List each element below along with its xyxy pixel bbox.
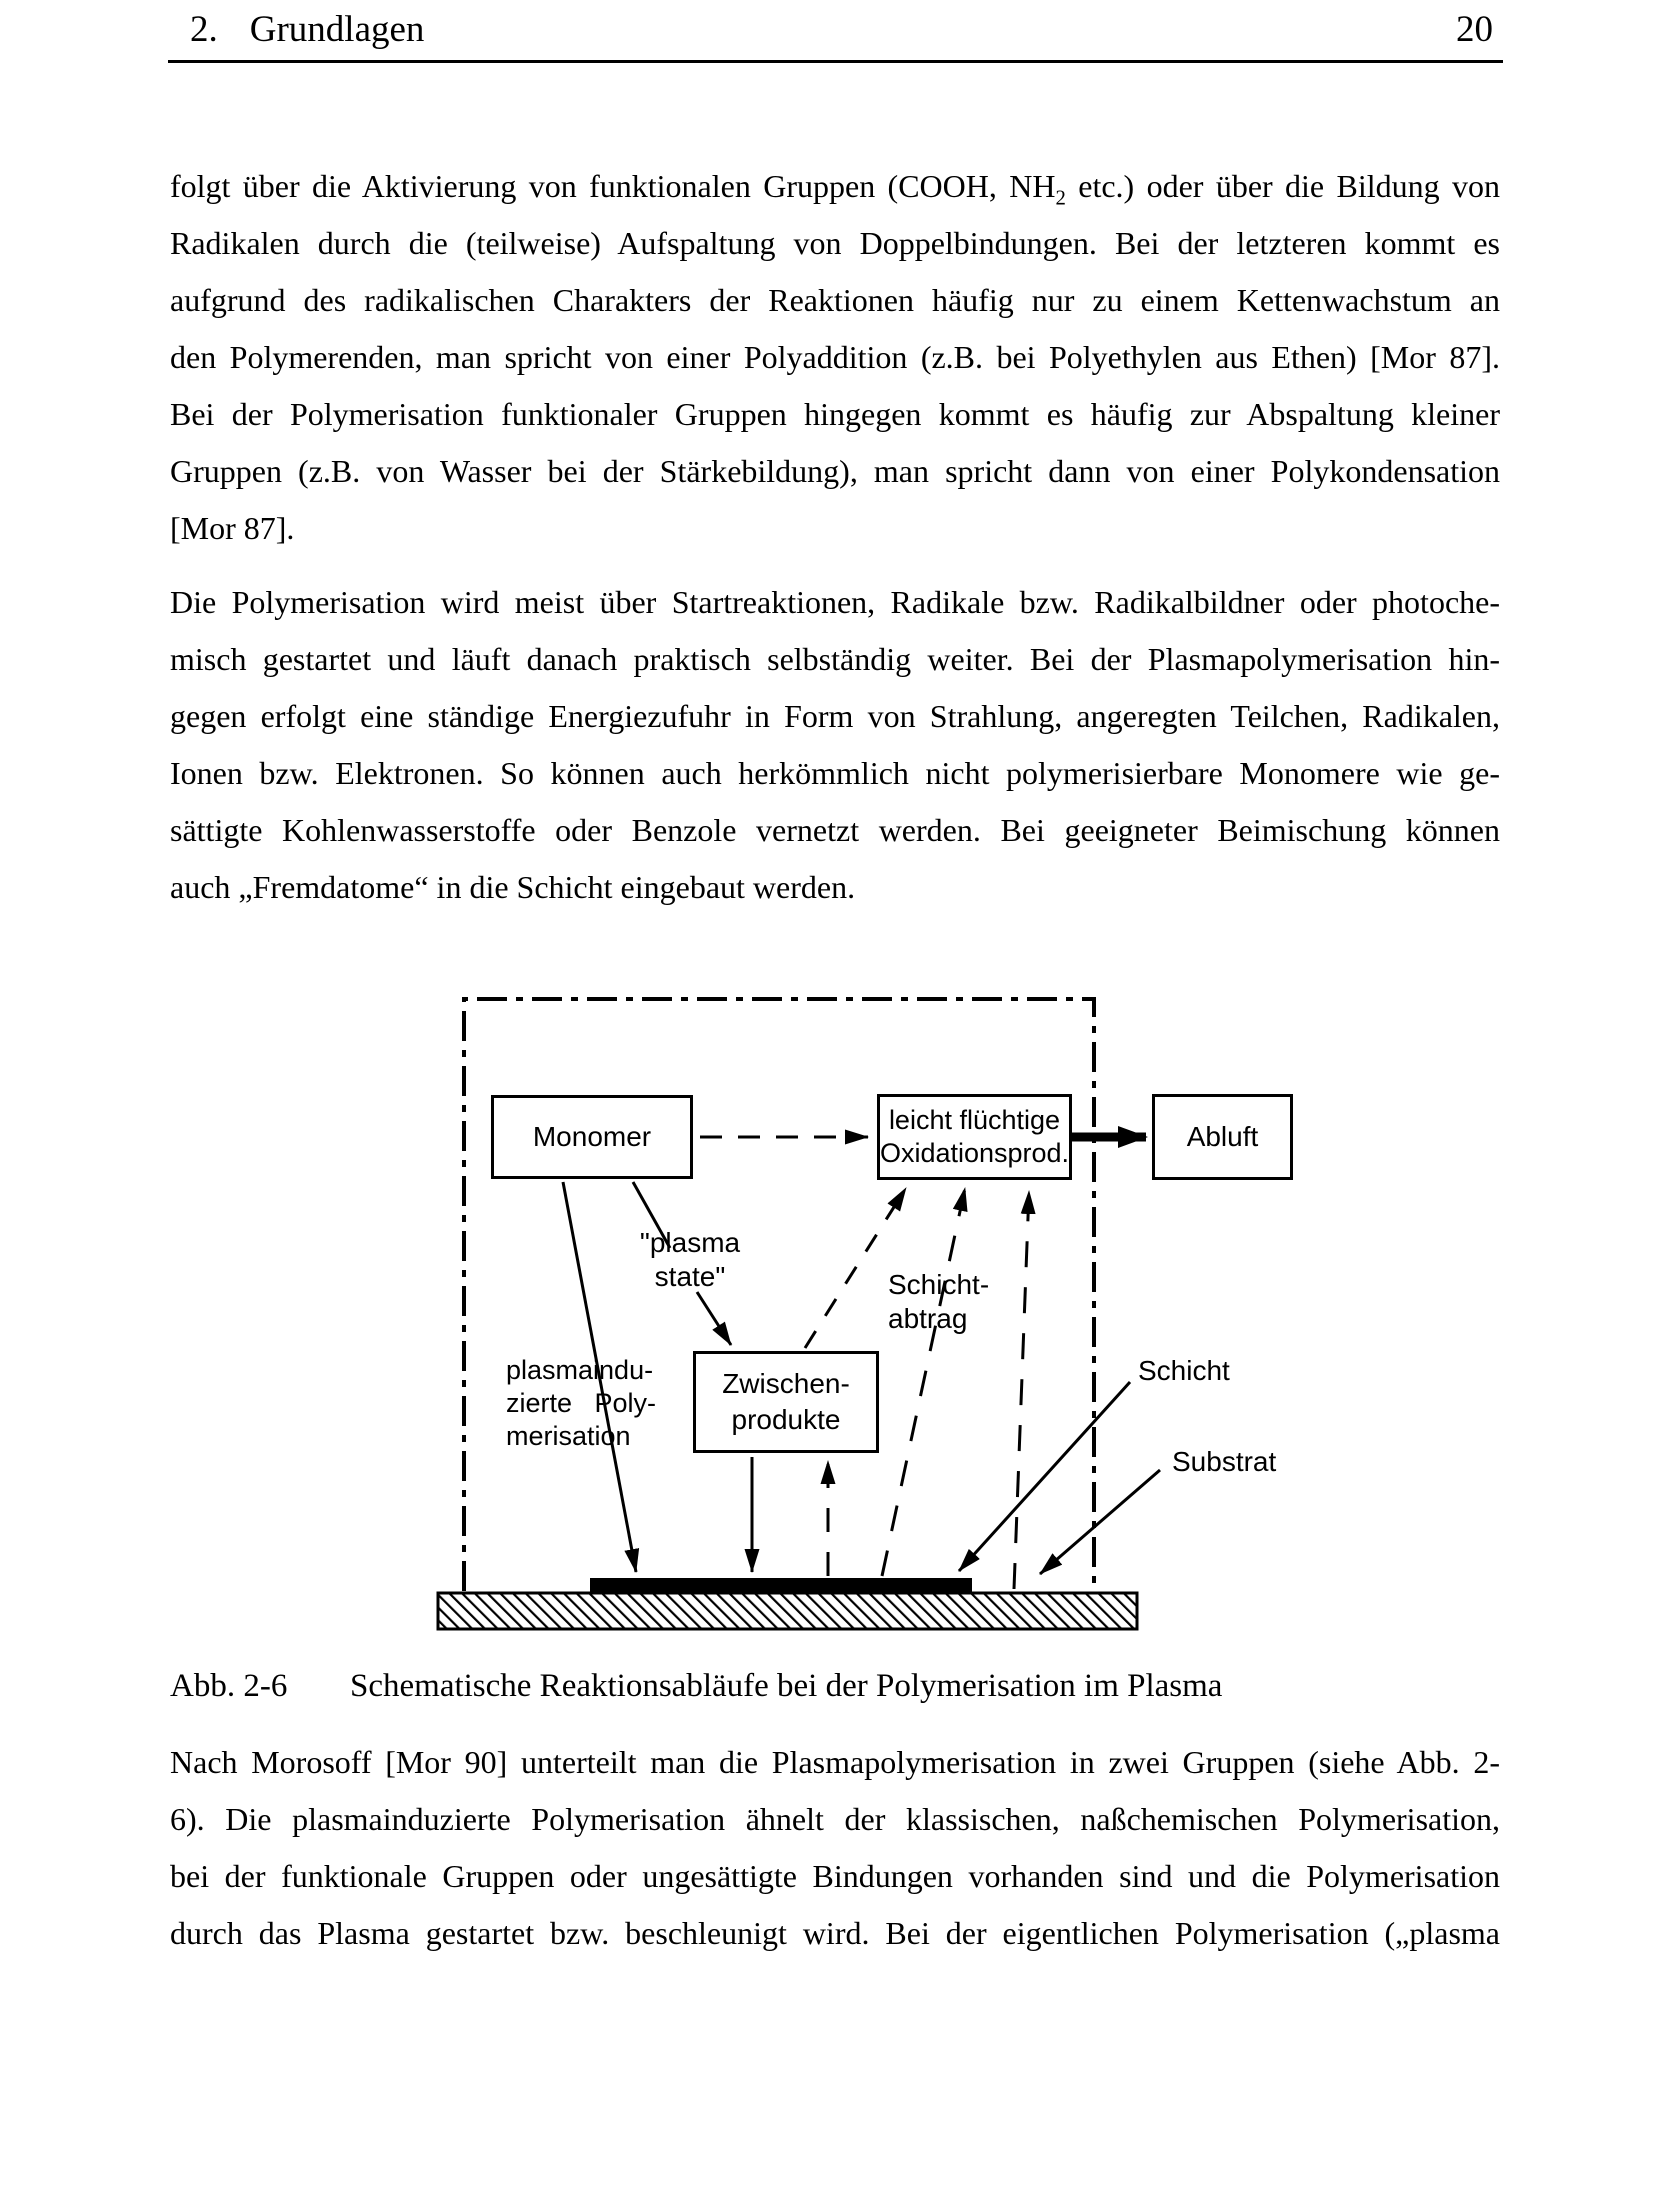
plasma-induced-line1: plasmaindu-	[506, 1355, 654, 1385]
arrow-layer-ablation	[882, 1188, 965, 1576]
text-line: gegen erfolgt eine ständige Energiezufuhr in Form von Strahlung, angeregten Teilchen, Radikalen,	[170, 698, 1500, 734]
text-line: Ionen bzw. Elektronen. So können auch herkömmlich nicht polymerisierbare Monomere wie ge-	[170, 755, 1500, 791]
volatile-box-line1: leicht flüchtige	[888, 1105, 1061, 1135]
text-line: auch „Fremdatome“ in die Schicht eingebaut werden.	[170, 869, 856, 905]
text-line: Radikalen durch die (teilweise) Aufspaltung von Doppelbindungen. Bei der letzteren kommt es	[170, 225, 1500, 261]
monomer-box-label: Monomer	[532, 1121, 652, 1152]
pointer-substrat	[1040, 1470, 1160, 1574]
intermediates-box-line1: Zwischen-	[722, 1368, 850, 1399]
pointer-schicht	[959, 1382, 1130, 1571]
text-line: den Polymerenden, man spricht von einer Polyaddition (z.B. bei Polyethylen aus Ethen) [Mor 87].	[170, 339, 1500, 375]
arrow-substrate-ablation	[1014, 1191, 1029, 1589]
text-line: sättigte Kohlenwasserstoffe oder Benzole vernetzt werden. Bei geeigneter Beimischung können	[170, 812, 1500, 848]
caption-text: Schematische Reaktionsabläufe bei der Polymerisation im Plasma	[350, 1668, 1223, 1704]
substrate-label: Substrat	[1172, 1446, 1277, 1477]
chapter-title: Grundlagen	[249, 9, 425, 50]
chapter-number: 2.	[190, 9, 218, 50]
plasma-induced-line2: zierte Poly-	[506, 1388, 656, 1418]
arrow-plasma-state-to-intermediates	[697, 1292, 731, 1345]
figure-caption	[170, 1658, 1510, 1715]
layer-bar	[590, 1578, 972, 1593]
exhaust-box	[1152, 1094, 1293, 1180]
layer-ablation-line1: Schicht-	[888, 1269, 990, 1300]
text-line: Die Polymerisation wird meist über Startreaktionen, Radikale bzw. Radikalbildner oder photoche-	[170, 584, 1500, 620]
plasma-induced-line3: merisation	[506, 1421, 631, 1451]
page-header	[0, 8, 1653, 58]
layer-ablation-label	[888, 1268, 1028, 1336]
exhaust-box-label: Abluft	[1186, 1121, 1259, 1152]
layer-label: Schicht	[1138, 1355, 1230, 1386]
text-line: Nach Morosoff [Mor 90] unterteilt man die Plasmapolymerisation in zwei Gruppen (siehe Abb. 2-	[170, 1744, 1500, 1780]
paragraph-1	[170, 158, 1500, 557]
substrate-bar	[438, 1593, 1137, 1629]
text-line: Gruppen (z.B. von Wasser bei der Stärkebildung), man spricht dann von einer Polykondensation	[170, 453, 1500, 489]
diagram-canvas	[420, 980, 1340, 1660]
plasma-state-line1: "plasma	[639, 1227, 741, 1258]
intermediates-box-line2: produkte	[731, 1404, 841, 1435]
text-line: bei der funktionale Gruppen oder ungesättigte Bindungen vorhanden sind und die Polymerisation	[170, 1858, 1500, 1894]
plasma-state-label	[638, 1226, 742, 1294]
chapter-heading	[190, 8, 424, 51]
text-line: folgt über die Aktivierung von funktionalen Gruppen (COOH, $NH_2$ etc.) oder über die Bildung von	[170, 168, 1500, 210]
text-line: misch gestartet und läuft danach praktisch selbständig weiter. Bei der Plasmapolymerisation hin-	[170, 641, 1500, 677]
text-line: [Mor 87].	[170, 510, 295, 546]
text-line: aufgrund des radikalischen Charakters der Reaktionen häufig nur zu einem Kettenwachstum an	[170, 282, 1500, 318]
figure-diagram	[420, 980, 1340, 1660]
intermediates-box	[693, 1351, 879, 1453]
plasma-state-line2: state"	[654, 1261, 726, 1292]
text-line: durch das Plasma gestartet bzw. beschleunigt wird. Bei der eigentlichen Polymerisation („plasma	[170, 1915, 1500, 1951]
text-line: Bei der Polymerisation funktionaler Gruppen hingegen kommt es häufig zur Abspaltung kleiner	[170, 396, 1500, 432]
layer-ablation-line2: abtrag	[888, 1303, 968, 1334]
paragraph-3	[170, 1734, 1500, 1962]
volatile-products-box	[877, 1094, 1072, 1180]
plasma-induced-label	[506, 1354, 656, 1453]
caption-label: Abb. 2-6	[170, 1668, 288, 1704]
paragraph-2	[170, 574, 1500, 916]
volatile-box-line2: Oxidationsprod.	[879, 1138, 1070, 1168]
header-rule	[168, 60, 1503, 63]
page-number: 20	[1456, 9, 1493, 50]
monomer-box	[491, 1095, 693, 1179]
text-line: 6). Die plasmainduzierte Polymerisation ähnelt der klassischen, naßchemischen Polymerisation,	[170, 1801, 1500, 1837]
